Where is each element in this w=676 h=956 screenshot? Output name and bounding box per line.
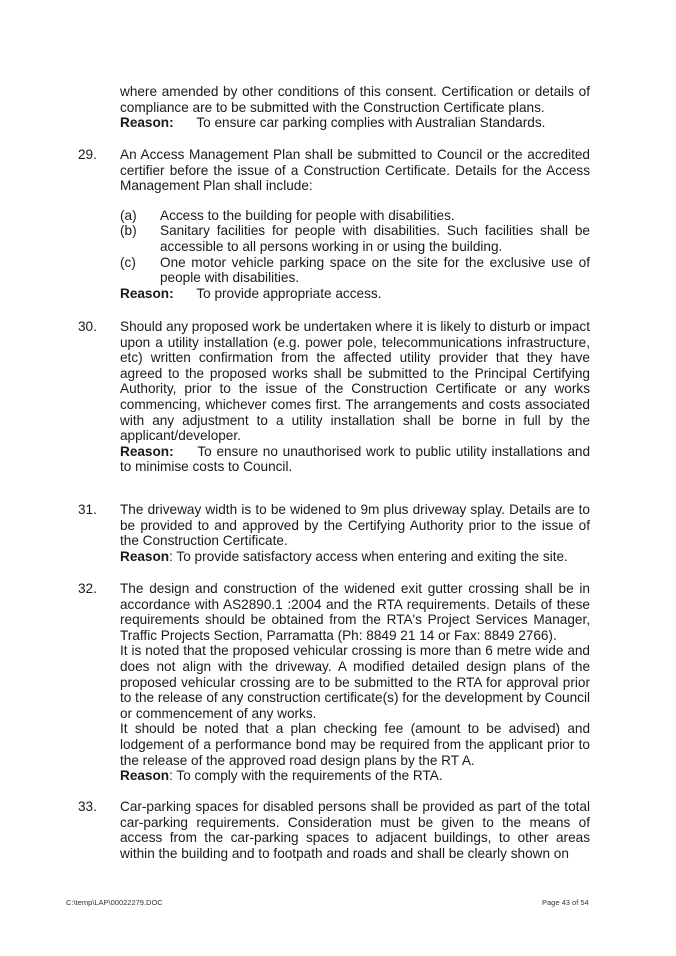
condition-32-paragraph-3: It should be noted that a plan checking fee (amount to be advised) and lodgement of a performance bond may be required from the applicant prior to the release of the approved road design plans by the RT A. — [120, 721, 590, 768]
condition-29 — [120, 147, 590, 301]
condition-31-number: 31. — [78, 502, 97, 517]
item-text: Sanitary facilities for people with disabilities. Such facilities shall be accessible to all persons working in or using the building. — [160, 223, 590, 254]
reason-text: : To provide satisfactory access when entering and exiting the site. — [169, 548, 568, 564]
condition-33 — [120, 799, 590, 861]
intro-block — [120, 84, 590, 131]
item-letter: (b) — [120, 223, 137, 239]
condition-32-reason — [120, 768, 590, 784]
condition-32 — [120, 581, 590, 784]
condition-32-number: 32. — [78, 581, 97, 596]
reason-text: : To comply with the requirements of the RTA. — [169, 768, 443, 784]
condition-30 — [120, 319, 590, 475]
condition-29-reason — [120, 286, 590, 302]
list-item — [120, 223, 590, 254]
condition-31-reason — [120, 549, 590, 565]
intro-reason — [120, 115, 590, 131]
item-letter: (c) — [120, 254, 136, 270]
condition-31-text: The driveway width is to be widened to 9m plus driveway splay. Details are to be provided to and approved by the Certifying Authority prior to the issue of the Construction Certificate. — [120, 502, 590, 549]
condition-33-number: 33. — [78, 799, 97, 814]
list-item — [120, 208, 590, 224]
condition-31 — [120, 502, 590, 564]
reason-text: To ensure car parking complies with Australian Standards. — [196, 115, 546, 131]
reason-label: Reason: — [120, 443, 174, 459]
condition-29-text: An Access Management Plan shall be submitted to Council or the accredited certifier before the issue of a Construction Certificate. Details for the Access Management Plan shall include: — [120, 147, 590, 194]
reason-text: To ensure no unauthorised work to public utility installations and to minimise costs to Council. — [120, 443, 590, 475]
list-item — [120, 255, 590, 286]
footer-page-number: Page 43 of 54 — [542, 898, 589, 907]
condition-30-reason — [120, 444, 590, 475]
item-text: One motor vehicle parking space on the site for the exclusive use of people with disabilities. — [160, 254, 590, 286]
reason-label: Reason — [120, 768, 170, 784]
item-letter: (a) — [120, 207, 137, 223]
reason-label: Reason — [120, 548, 170, 564]
condition-30-number: 30. — [78, 319, 97, 334]
footer-file-path: C:\temp\LAP\00022279.DOC — [66, 898, 163, 907]
reason-label: Reason: — [120, 115, 174, 131]
condition-32-paragraph-1: The design and construction of the widened exit gutter crossing shall be in accordance with AS2890.1 :2004 and the RTA requirements. Details of these requirements should be obtained from the RTA's Project Services Manager, Traffic Projects Section, Parramatta (Ph: 8849 21 14 or Fax: 8849 2766). — [120, 581, 590, 643]
condition-29-number: 29. — [78, 147, 97, 162]
item-text: Access to the building for people with disabilities. — [160, 207, 455, 223]
reason-text: To provide appropriate access. — [196, 285, 382, 301]
reason-label: Reason: — [120, 285, 174, 301]
condition-32-paragraph-2: It is noted that the proposed vehicular crossing is more than 6 metre wide and does not align with the driveway. A modified detailed design plans of the proposed vehicular crossing are to be submitted to the RTA for approval prior to the release of any construction certificate(s) for the development by Council or commencement of any works. — [120, 643, 590, 721]
intro-text: where amended by other conditions of this consent. Certification or details of compliance are to be submitted with the Construction Certificate plans. — [120, 84, 590, 115]
condition-30-text: Should any proposed work be undertaken where it is likely to disturb or impact upon a utility installation (e.g. power pole, telecommunications infrastructure, etc) written confirmation from the affected utility provider that they have agreed to the proposed works shall be submitted to the Principal Certifying Authority, prior to the issue of the Construction Certificate or any works commencing, whichever comes first. The arrangements and costs associated with any adjustment to a utility installation shall be borne in full by the applicant/developer. — [120, 319, 590, 444]
condition-33-text: Car-parking spaces for disabled persons shall be provided as part of the total car-parking requirements. Consideration must be given to the means of access from the car-parking spaces to adjacent buildings, to other areas within the building and to footpath and roads and shall be clearly shown on — [120, 799, 590, 861]
